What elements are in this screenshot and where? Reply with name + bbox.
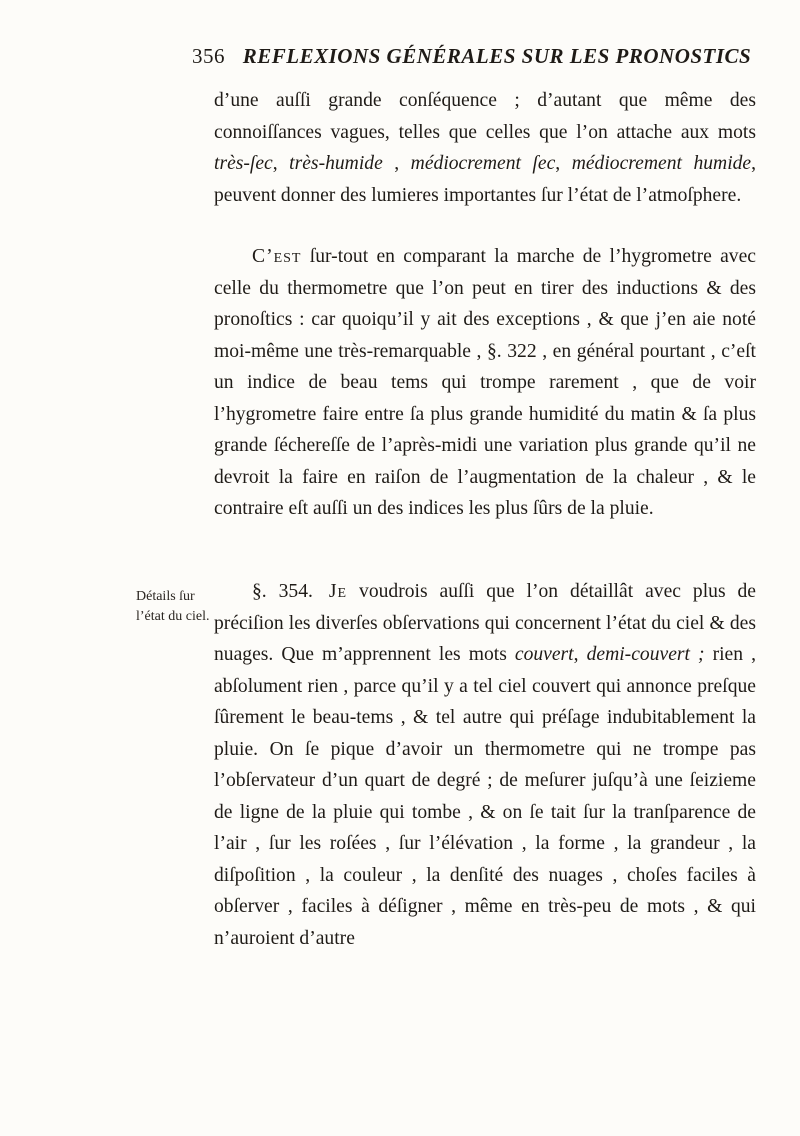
separator: , <box>382 153 411 174</box>
paragraph-3-lead-word: Je <box>328 581 348 602</box>
term-tres-sec: très-ſec <box>214 153 273 174</box>
term-mediocrement-sec: médiocrement ſec <box>410 153 556 174</box>
separator: , <box>555 153 572 174</box>
paragraph-1 <box>214 85 756 211</box>
paragraph-1-text-end: , peuvent donner des lumieres importantes ſur l’état de l’atmoſphere. <box>214 153 757 206</box>
running-header <box>192 44 752 69</box>
paragraph-2 <box>214 241 756 525</box>
section-number: §. 354. <box>252 581 313 602</box>
paragraph-1-text: d’une auſſi grande conſéquence ; d’autant que même des connoiſſances vagues, telles que celles que l’on attache aux mots <box>214 90 756 143</box>
margin-note: Détails ſur l’état du ciel. <box>136 589 210 624</box>
term-couvert: couvert <box>514 644 574 665</box>
page-number: 356 <box>192 44 225 68</box>
paragraph-2-text: ſur-tout en comparant la marche de l’hygrometre avec celle du thermometre que l’on peut en tirer des inductions & des pronoſtics : car quoiqu’il y ait des exceptions , & que j’en aie noté moi-même une très-remarquable , §. 322 , en général pourtant , c’eſt un indice de beau tems qui trompe rarement , que de voir l’hygrometre faire entre ſa plus grande humidité du matin & ſa plus grande ſéchereſſe de l’après-midi une variation plus grande qu’il ne devroit la faire en raiſon de l’augmentation de la chaleur , & le contraire eſt auſſi un des indices les plus ſûrs de la pluie. <box>214 246 756 519</box>
running-title: REFLEXIONS GÉNÉRALES SUR LES PRONOSTICS <box>242 44 752 68</box>
paragraph-3 <box>214 576 756 954</box>
term-mediocrement-humide: médiocrement humide <box>571 153 752 174</box>
paragraph-2-lead-word: C’est <box>252 246 302 267</box>
paragraph-3-text-end: rien , abſolument rien , parce qu’il y a tel ciel couvert qui annonce preſque ſûrement le beau-tems , & tel autre qui préſage indubitablement la pluie. On ſe pique d’avoir un thermometre qui ne trompe pas l’obſervateur d’un quart de degré ; de meſurer juſqu’à une ſeizieme de ligne de la pluie qui tombe , & on ſe tait ſur la tranſparence de l’air , ſur les roſées , ſur l’élévation , la forme , la grandeur , la diſpoſition , la couleur , la denſité des nuages , choſes faciles à obſerver , faciles à déſigner , même en très-peu de mots , & qui n’auroient d’autre <box>214 644 756 949</box>
paragraph-3-text: voudrois auſſi que l’on détaillât avec plus de préciſion les diverſes obſervations qui concernent l’état du ciel & des nuages. Que m’apprennent les mots <box>214 581 757 665</box>
term-demi-couvert: demi-couvert ; <box>586 644 705 665</box>
separator: , <box>272 153 290 174</box>
separator: , <box>573 644 587 665</box>
term-tres-humide: très-humide <box>289 153 383 174</box>
